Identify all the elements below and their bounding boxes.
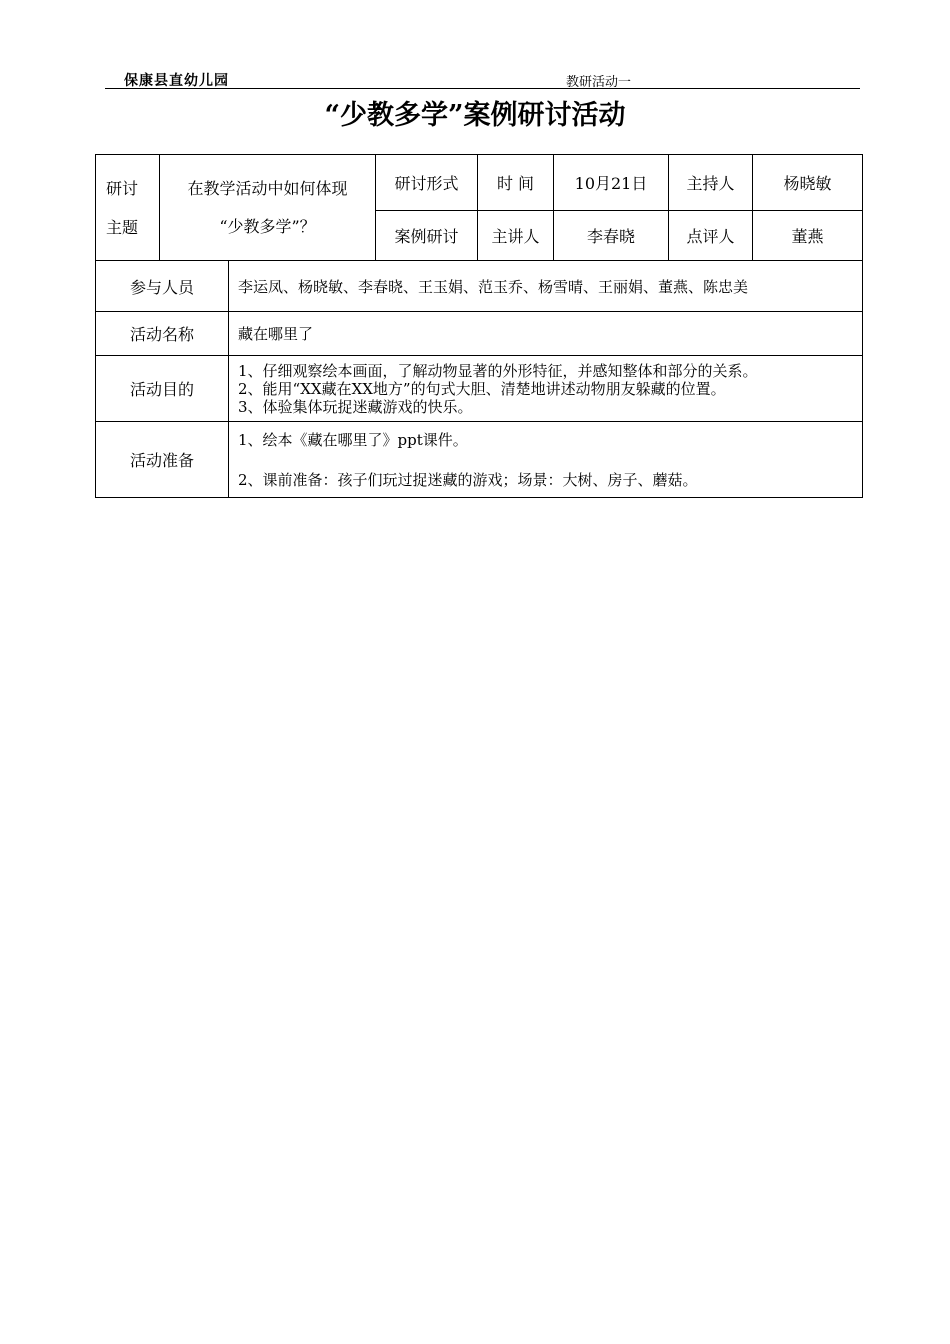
prep-label: 活动准备 [96, 422, 229, 498]
host-label: 主持人 [669, 155, 753, 211]
prep-spacer [238, 450, 862, 470]
time-value: 10月21日 [554, 155, 669, 211]
participants-value: 李运凤、杨晓敏、李春晓、王玉娟、范玉乔、杨雪晴、王丽娟、董燕、陈忠美 [229, 261, 863, 312]
activity-name-value: 藏在哪里了 [229, 312, 863, 356]
goal-item-3: 3、体验集体玩捉迷藏游戏的快乐。 [238, 397, 473, 416]
topic-value-cell [160, 155, 376, 261]
prep-cell [229, 422, 863, 498]
goal-item-2: 2、能用“XX藏在XX地方”的句式大胆、清楚地讲述动物朋友躲藏的位置。 [238, 379, 726, 398]
speaker-label: 主讲人 [478, 211, 554, 261]
page-title: “少教多学”案例研讨活动 [324, 100, 626, 131]
header-divider [105, 88, 860, 89]
time-label: 时 间 [478, 155, 554, 211]
topic-line-2: “少教多学”？ [219, 216, 316, 236]
topic-label-line-1: 研讨 [106, 178, 139, 198]
host-value: 杨晓敏 [753, 155, 863, 211]
prep-item-1: 1、绘本《藏在哪里了》ppt课件。 [238, 430, 468, 449]
participants-label: 参与人员 [96, 261, 229, 312]
reviewer-label: 点评人 [669, 211, 753, 261]
goals-cell [229, 356, 863, 422]
format-value: 案例研讨 [376, 211, 478, 261]
topic-label-cell [96, 155, 160, 261]
reviewer-value: 董燕 [753, 211, 863, 261]
speaker-value: 李春晓 [554, 211, 669, 261]
header-school-name: 保康县直幼儿园 [124, 73, 229, 89]
goals-label: 活动目的 [96, 356, 229, 422]
format-label: 研讨形式 [376, 155, 478, 211]
header-section-label: 教研活动一 [566, 75, 632, 90]
topic-label-line-2: 主题 [106, 217, 139, 237]
prep-item-2: 2、课前准备：孩子们玩过捉迷藏的游戏；场景：大树、房子、蘑菇。 [238, 470, 698, 489]
topic-line-1: 在教学活动中如何体现 [187, 178, 348, 198]
activity-table [95, 154, 863, 498]
activity-name-label: 活动名称 [96, 312, 229, 356]
goal-item-1: 1、仔细观察绘本画面，了解动物显著的外形特征，并感知整体和部分的关系。 [238, 361, 758, 380]
